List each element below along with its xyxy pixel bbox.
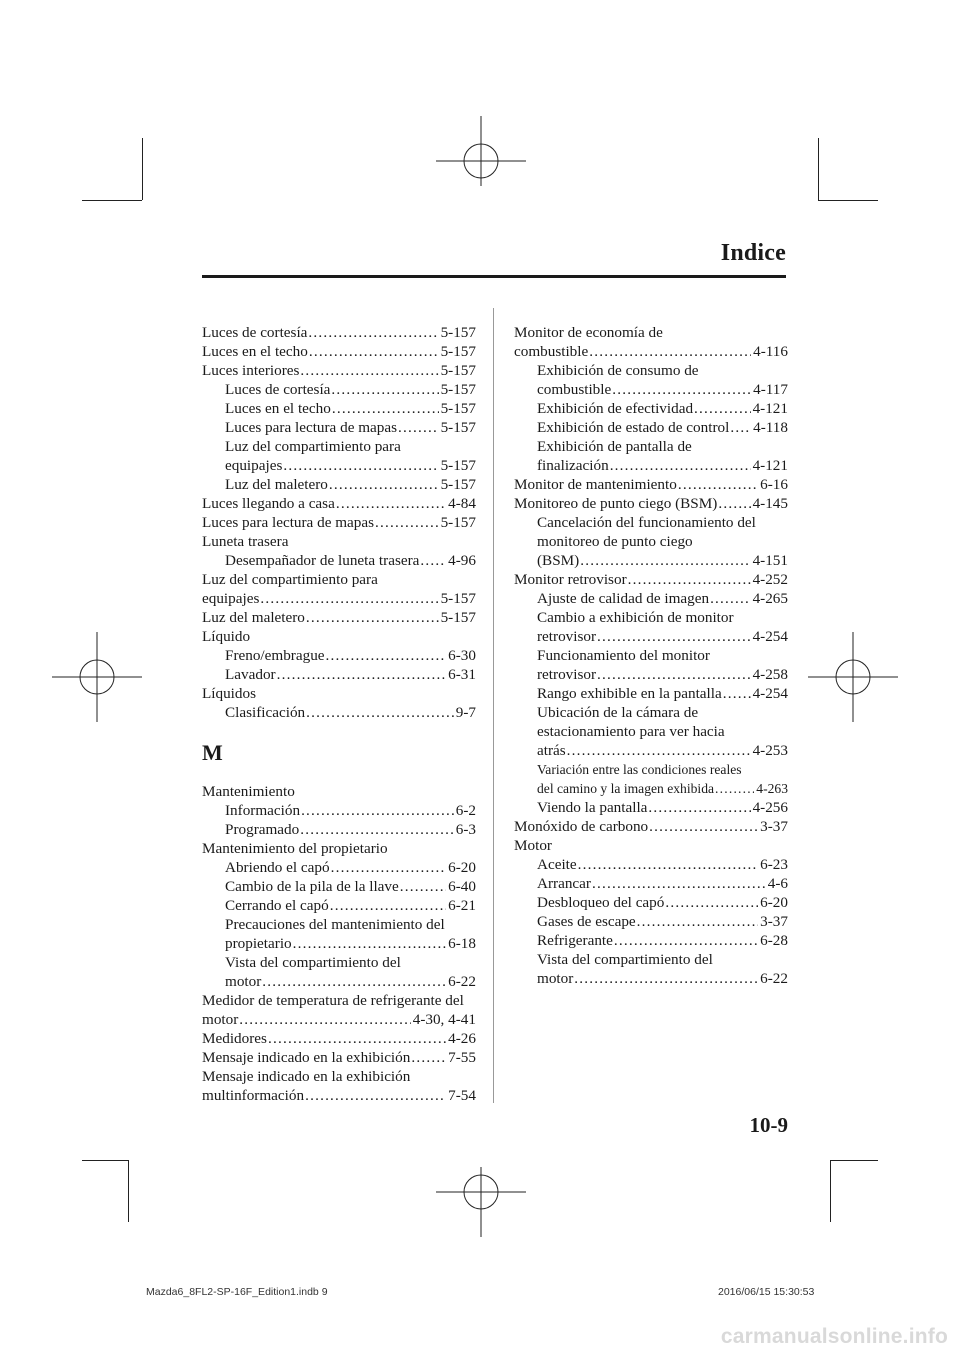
entry-label: retrovisor bbox=[537, 666, 597, 683]
index-subentry bbox=[202, 551, 476, 570]
crop-mark bbox=[830, 1160, 831, 1222]
dot-leader bbox=[567, 741, 751, 760]
index-subentry-text: Luz del compartimiento para bbox=[225, 438, 401, 455]
dot-leader bbox=[300, 361, 438, 380]
dot-leader bbox=[710, 589, 751, 608]
index-entry bbox=[514, 342, 788, 361]
index-subentry bbox=[202, 801, 476, 820]
index-entry-text: Medidor de temperatura de refrigerante del bbox=[202, 992, 464, 1009]
crop-mark bbox=[830, 1160, 878, 1161]
index-subentry-text: Precauciones del mantenimiento del bbox=[225, 916, 445, 933]
index-entry-text: Luz del compartimiento para bbox=[202, 571, 378, 588]
dot-leader bbox=[649, 817, 758, 836]
crop-mark bbox=[82, 1160, 128, 1161]
dot-leader bbox=[309, 342, 439, 361]
dot-leader bbox=[375, 513, 439, 532]
dot-leader bbox=[718, 494, 750, 513]
entry-label: Rango exhibible en la pantalla bbox=[537, 685, 722, 702]
dot-leader bbox=[260, 589, 438, 608]
index-subentry-text: Variación entre las condiciones reales bbox=[537, 762, 742, 777]
dot-leader bbox=[308, 323, 438, 342]
entry-label: Abriendo el capó bbox=[225, 859, 330, 876]
index-subentry-text: Vista del compartimiento del bbox=[537, 951, 713, 968]
index-subentry bbox=[514, 969, 788, 988]
index-subentry bbox=[514, 855, 788, 874]
index-entry bbox=[514, 494, 788, 513]
entry-label: Desbloqueo del capó bbox=[537, 894, 665, 911]
entry-page-ref: 5-157 bbox=[440, 457, 476, 474]
entry-label: Arrancar bbox=[537, 875, 591, 892]
footer-datetime: 2016/06/15 15:30:53 bbox=[718, 1286, 815, 1298]
index-subentry bbox=[202, 418, 476, 437]
crop-mark bbox=[142, 138, 143, 200]
entry-page-ref: 6-16 bbox=[760, 476, 788, 493]
entry-page-ref: 4-256 bbox=[752, 799, 788, 816]
entry-label: Ajuste de calidad de imagen bbox=[537, 590, 710, 607]
watermark: carmanualsonline.info bbox=[720, 1325, 948, 1348]
dot-leader bbox=[332, 399, 439, 418]
index-column-left bbox=[202, 323, 476, 1105]
index-subentry-text: Cambio a exhibición de monitor bbox=[537, 609, 734, 626]
registration-mark-icon bbox=[52, 632, 142, 722]
entry-page-ref: 5-157 bbox=[440, 609, 476, 626]
dot-leader bbox=[614, 931, 758, 950]
entry-page-ref: 6-22 bbox=[448, 973, 476, 990]
entry-page-ref: 6-28 bbox=[760, 932, 788, 949]
index-subentry bbox=[514, 931, 788, 950]
entry-page-ref: 5-157 bbox=[440, 362, 476, 379]
index-subentry bbox=[202, 858, 476, 877]
index-subentry bbox=[514, 551, 788, 570]
dot-leader bbox=[306, 703, 454, 722]
entry-page-ref: 7-54 bbox=[448, 1087, 476, 1104]
dot-leader bbox=[628, 570, 751, 589]
index-subentry bbox=[202, 703, 476, 722]
entry-label: Monitor de mantenimiento bbox=[514, 476, 677, 493]
entry-label: propietario bbox=[225, 935, 292, 952]
index-entry-text: Monitor de economía de bbox=[514, 324, 663, 341]
dot-leader bbox=[301, 801, 454, 820]
dot-leader bbox=[277, 665, 447, 684]
registration-mark-icon bbox=[436, 116, 526, 206]
index-subentry bbox=[514, 779, 788, 798]
dot-leader bbox=[283, 456, 438, 475]
entry-label: Luces llegando a casa bbox=[202, 495, 335, 512]
entry-page-ref: 4-96 bbox=[448, 552, 476, 569]
index-subentry bbox=[202, 399, 476, 418]
entry-label: Cambio de la pila de la llave bbox=[225, 878, 399, 895]
entry-page-ref: 4-265 bbox=[752, 590, 788, 607]
entry-label: combustible bbox=[514, 343, 589, 360]
entry-page-ref: 6-21 bbox=[448, 897, 476, 914]
entry-label: Monitor retrovisor bbox=[514, 571, 627, 588]
index-subentry bbox=[514, 912, 788, 931]
entry-label: multinformación bbox=[202, 1087, 305, 1104]
entry-label: Aceite bbox=[537, 856, 577, 873]
entry-page-ref: 4-117 bbox=[753, 381, 788, 398]
entry-page-ref: 4-254 bbox=[752, 628, 788, 645]
index-subentry bbox=[202, 665, 476, 684]
index-entry bbox=[202, 1048, 476, 1067]
dot-leader bbox=[306, 608, 439, 627]
dot-leader bbox=[694, 399, 751, 418]
entry-page-ref: 4-145 bbox=[752, 495, 788, 512]
entry-label: Refrigerante bbox=[537, 932, 613, 949]
index-entry bbox=[202, 342, 476, 361]
entry-label: Información bbox=[225, 802, 301, 819]
index-entry bbox=[202, 1086, 476, 1105]
entry-label: retrovisor bbox=[537, 628, 597, 645]
entry-page-ref: 4-116 bbox=[753, 343, 788, 360]
dot-leader bbox=[336, 494, 446, 513]
dot-leader bbox=[730, 418, 751, 437]
entry-label: Mensaje indicado en la exhibición bbox=[202, 1049, 411, 1066]
entry-label: Lavador bbox=[225, 666, 276, 683]
entry-page-ref: 4-258 bbox=[752, 666, 788, 683]
index-subentry bbox=[514, 456, 788, 475]
entry-page-ref: 6-23 bbox=[760, 856, 788, 873]
index-entry bbox=[514, 475, 788, 494]
index-subentry-text: Ubicación de la cámara de bbox=[537, 704, 699, 721]
index-subentry-text: Exhibición de consumo de bbox=[537, 362, 699, 379]
entry-page-ref: 5-157 bbox=[440, 381, 476, 398]
entry-page-ref: 5-157 bbox=[440, 324, 476, 341]
index-subentry-text: estacionamiento para ver hacia bbox=[537, 723, 725, 740]
registration-mark-icon bbox=[808, 632, 898, 722]
index-subentry bbox=[202, 820, 476, 839]
entry-label: equipajes bbox=[202, 590, 260, 607]
entry-page-ref: 4-118 bbox=[753, 419, 788, 436]
registration-mark-icon bbox=[436, 1147, 526, 1237]
header-rule bbox=[202, 275, 786, 278]
index-entry bbox=[202, 608, 476, 627]
entry-page-ref: 4-254 bbox=[752, 685, 788, 702]
index-entry bbox=[202, 589, 476, 608]
index-subentry bbox=[514, 874, 788, 893]
entry-label: atrás bbox=[537, 742, 566, 759]
entry-page-ref: 4-263 bbox=[756, 781, 788, 796]
entry-label: Exhibición de estado de control bbox=[537, 419, 730, 436]
dot-leader bbox=[580, 551, 750, 570]
entry-label: Luces para lectura de mapas bbox=[225, 419, 398, 436]
entry-label: motor bbox=[202, 1011, 239, 1028]
crop-mark bbox=[818, 200, 878, 201]
dot-leader bbox=[665, 893, 758, 912]
dot-leader bbox=[326, 646, 447, 665]
dot-leader bbox=[268, 1029, 446, 1048]
dot-leader bbox=[592, 874, 766, 893]
entry-page-ref: 4-253 bbox=[752, 742, 788, 759]
entry-label: motor bbox=[537, 970, 574, 987]
entry-page-ref: 6-2 bbox=[455, 802, 476, 819]
index-entry bbox=[202, 323, 476, 342]
entry-page-ref: 5-157 bbox=[440, 400, 476, 417]
entry-page-ref: 4-6 bbox=[767, 875, 788, 892]
index-subentry bbox=[202, 475, 476, 494]
entry-label: motor bbox=[225, 973, 262, 990]
entry-page-ref: 4-121 bbox=[752, 400, 788, 417]
footer-file-name: Mazda6_8FL2-SP-16F_Edition1.indb 9 bbox=[146, 1286, 328, 1298]
index-subentry bbox=[514, 684, 788, 703]
index-entry bbox=[202, 1029, 476, 1048]
dot-leader bbox=[723, 684, 751, 703]
entry-label: Cerrando el capó bbox=[225, 897, 329, 914]
index-subentry bbox=[202, 896, 476, 915]
section-letter: M bbox=[202, 740, 223, 765]
entry-page-ref: 6-31 bbox=[448, 666, 476, 683]
entry-label: Clasificación bbox=[225, 704, 306, 721]
entry-page-ref: 6-30 bbox=[448, 647, 476, 664]
entry-label: finalización bbox=[537, 457, 609, 474]
index-subentry bbox=[514, 665, 788, 684]
index-subentry-text: monitoreo de punto ciego bbox=[537, 533, 693, 550]
dot-leader bbox=[578, 855, 759, 874]
index-subentry bbox=[514, 399, 788, 418]
entry-label: Gases de escape bbox=[537, 913, 636, 930]
entry-page-ref: 5-157 bbox=[440, 476, 476, 493]
index-entry bbox=[202, 513, 476, 532]
entry-page-ref: 5-157 bbox=[440, 419, 476, 436]
index-entry bbox=[202, 361, 476, 380]
index-subentry bbox=[202, 877, 476, 896]
entry-label: Luces en el techo bbox=[225, 400, 331, 417]
index-subentry-text: Funcionamiento del monitor bbox=[537, 647, 710, 664]
dot-leader bbox=[293, 934, 447, 953]
index-subentry bbox=[514, 418, 788, 437]
entry-label: Luces de cortesía bbox=[225, 381, 331, 398]
entry-page-ref: 6-20 bbox=[448, 859, 476, 876]
index-subentry bbox=[514, 380, 788, 399]
entry-page-ref: 4-252 bbox=[752, 571, 788, 588]
entry-page-ref: 7-55 bbox=[448, 1049, 476, 1066]
index-entry-text: Mantenimiento del propietario bbox=[202, 840, 388, 857]
dot-leader bbox=[597, 665, 751, 684]
dot-leader bbox=[262, 972, 446, 991]
entry-page-ref: 6-18 bbox=[448, 935, 476, 952]
entry-page-ref: 3-37 bbox=[760, 818, 788, 835]
index-subentry bbox=[202, 380, 476, 399]
entry-label: del camino y la imagen exhibida bbox=[537, 781, 715, 796]
index-subentry-text: Cancelación del funcionamiento del bbox=[537, 514, 756, 531]
entry-page-ref: 5-157 bbox=[440, 343, 476, 360]
entry-page-ref: 6-22 bbox=[760, 970, 788, 987]
entry-label: (BSM) bbox=[537, 552, 580, 569]
entry-page-ref: 6-40 bbox=[448, 878, 476, 895]
dot-leader bbox=[612, 380, 751, 399]
entry-page-ref: 4-121 bbox=[752, 457, 788, 474]
entry-label: Luz del maletero bbox=[225, 476, 328, 493]
index-entry bbox=[514, 570, 788, 589]
index-subentry bbox=[514, 893, 788, 912]
page-title: Indice bbox=[720, 240, 786, 266]
crop-mark bbox=[818, 138, 819, 200]
dot-leader bbox=[398, 418, 439, 437]
index-subentry bbox=[202, 456, 476, 475]
entry-page-ref: 4-30, 4-41 bbox=[412, 1011, 476, 1028]
entry-label: equipajes bbox=[225, 457, 283, 474]
entry-label: Monitoreo de punto ciego (BSM) bbox=[514, 495, 718, 512]
crop-mark bbox=[128, 1160, 129, 1222]
entry-label: combustible bbox=[537, 381, 612, 398]
entry-page-ref: 4-84 bbox=[448, 495, 476, 512]
entry-label: Medidores bbox=[202, 1030, 267, 1047]
dot-leader bbox=[331, 858, 447, 877]
dot-leader bbox=[637, 912, 758, 931]
dot-leader bbox=[574, 969, 758, 988]
entry-page-ref: 4-26 bbox=[448, 1030, 476, 1047]
dot-leader bbox=[239, 1010, 410, 1029]
index-subentry bbox=[202, 934, 476, 953]
entry-label: Luces de cortesía bbox=[202, 324, 308, 341]
index-entry-text: Líquidos bbox=[202, 685, 257, 702]
entry-page-ref: 4-151 bbox=[752, 552, 788, 569]
index-entry bbox=[202, 1010, 476, 1029]
dot-leader bbox=[400, 877, 446, 896]
index-subentry bbox=[514, 627, 788, 646]
page-number: 10-9 bbox=[749, 1113, 788, 1137]
entry-label: Luces en el techo bbox=[202, 343, 308, 360]
index-subentry bbox=[514, 741, 788, 760]
index-subentry bbox=[202, 646, 476, 665]
index-entry-text: Mensaje indicado en la exhibición bbox=[202, 1068, 411, 1085]
entry-label: Viendo la pantalla bbox=[537, 799, 648, 816]
entry-label: Desempañador de luneta trasera bbox=[225, 552, 420, 569]
dot-leader bbox=[589, 342, 751, 361]
dot-leader bbox=[597, 627, 751, 646]
dot-leader bbox=[715, 779, 754, 798]
index-column-right bbox=[514, 323, 788, 988]
dot-leader bbox=[610, 456, 751, 475]
dot-leader bbox=[329, 475, 439, 494]
index-subentry-text: Vista del compartimiento del bbox=[225, 954, 401, 971]
entry-page-ref: 3-37 bbox=[760, 913, 788, 930]
dot-leader bbox=[420, 551, 446, 570]
index-entry bbox=[514, 817, 788, 836]
index-subentry-text: Exhibición de pantalla de bbox=[537, 438, 692, 455]
index-subentry bbox=[202, 972, 476, 991]
entry-label: Luces interiores bbox=[202, 362, 300, 379]
index-entry-text: Mantenimiento bbox=[202, 783, 295, 800]
index-entry bbox=[202, 494, 476, 513]
index-entry-text: Motor bbox=[514, 837, 552, 854]
entry-label: Luz del maletero bbox=[202, 609, 305, 626]
entry-page-ref: 5-157 bbox=[440, 514, 476, 531]
entry-label: Programado bbox=[225, 821, 300, 838]
entry-page-ref: 6-3 bbox=[455, 821, 476, 838]
index-entry-text: Líquido bbox=[202, 628, 251, 645]
dot-leader bbox=[305, 1086, 446, 1105]
dot-leader bbox=[648, 798, 750, 817]
index-subentry bbox=[514, 589, 788, 608]
entry-page-ref: 5-157 bbox=[440, 590, 476, 607]
index-entry-text: Luneta trasera bbox=[202, 533, 289, 550]
dot-leader bbox=[411, 1048, 446, 1067]
crop-mark bbox=[82, 200, 142, 201]
entry-label: Luces para lectura de mapas bbox=[202, 514, 375, 531]
entry-page-ref: 6-20 bbox=[760, 894, 788, 911]
dot-leader bbox=[678, 475, 758, 494]
dot-leader bbox=[330, 896, 446, 915]
entry-page-ref: 9-7 bbox=[455, 704, 476, 721]
dot-leader bbox=[300, 820, 454, 839]
entry-label: Monóxido de carbono bbox=[514, 818, 649, 835]
column-divider bbox=[493, 308, 494, 1103]
entry-label: Freno/embrague bbox=[225, 647, 325, 664]
index-subentry bbox=[514, 798, 788, 817]
entry-label: Exhibición de efectividad bbox=[537, 400, 694, 417]
dot-leader bbox=[331, 380, 438, 399]
